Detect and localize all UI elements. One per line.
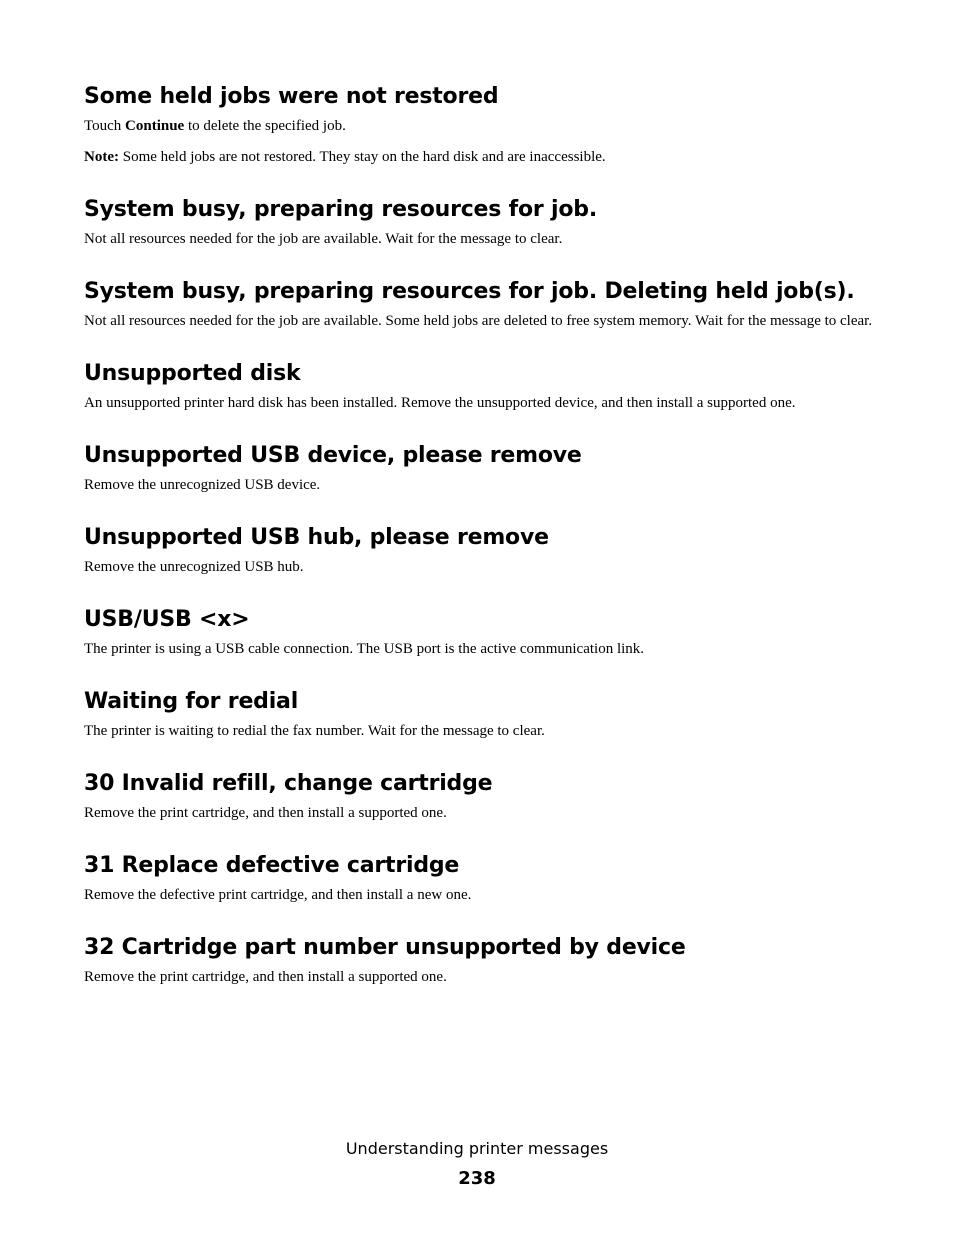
section-unsupported-usb-device <box>84 441 874 495</box>
section-note: Note: Some held jobs are not restored. They stay on the hard disk and are inaccessible. <box>84 149 606 165</box>
section-heading: 30 Invalid refill, change cartridge <box>84 771 493 796</box>
section-body: Remove the unrecognized USB hub. <box>84 559 304 575</box>
section-31-replace-defective <box>84 851 874 905</box>
page-number: 238 <box>458 1168 496 1189</box>
section-heading: Unsupported USB hub, please remove <box>84 525 549 550</box>
section-body: Remove the defective print cartridge, and then install a new one. <box>84 887 472 903</box>
section-body: Remove the print cartridge, and then install a supported one. <box>84 969 447 985</box>
section-system-busy <box>84 195 874 249</box>
section-body: Remove the unrecognized USB device. <box>84 477 321 493</box>
continue-keyword: Continue <box>125 118 185 134</box>
section-heading: 31 Replace defective cartridge <box>84 853 460 878</box>
section-unsupported-disk <box>84 359 874 413</box>
footer-title: Understanding printer messages <box>345 1139 609 1158</box>
section-heading: Some held jobs were not restored <box>84 84 499 109</box>
section-body: The printer is waiting to redial the fax number. Wait for the message to clear. <box>84 723 545 739</box>
section-body: Touch Continue to delete the specified job. <box>84 118 346 134</box>
section-heading: 32 Cartridge part number unsupported by device <box>84 935 686 960</box>
section-system-busy-deleting <box>84 277 874 331</box>
section-waiting-for-redial <box>84 687 874 741</box>
section-heading: Unsupported USB device, please remove <box>84 443 582 468</box>
section-held-jobs-not-restored <box>84 82 874 167</box>
section-32-part-number-unsupported <box>84 933 874 987</box>
section-heading: System busy, preparing resources for job. Deleting held job(s). <box>84 279 855 304</box>
note-label: Note: <box>84 149 119 165</box>
section-heading: USB/USB <x> <box>84 607 250 632</box>
section-body: Not all resources needed for the job are available. Wait for the message to clear. <box>84 231 563 247</box>
section-heading: Unsupported disk <box>84 361 301 386</box>
section-heading: Waiting for redial <box>84 689 299 714</box>
section-usb <box>84 605 874 659</box>
section-heading: System busy, preparing resources for job. <box>84 197 597 222</box>
document-page <box>84 82 874 987</box>
section-body: Not all resources needed for the job are available. Some held jobs are deleted to free system memory. Wait for the message to clear. <box>84 313 873 329</box>
section-body: An unsupported printer hard disk has been installed. Remove the unsupported device, and then install a supported one. <box>84 395 796 411</box>
section-body: Remove the print cartridge, and then install a supported one. <box>84 805 447 821</box>
section-body: The printer is using a USB cable connection. The USB port is the active communication link. <box>84 641 645 657</box>
section-unsupported-usb-hub <box>84 523 874 577</box>
section-30-invalid-refill <box>84 769 874 823</box>
